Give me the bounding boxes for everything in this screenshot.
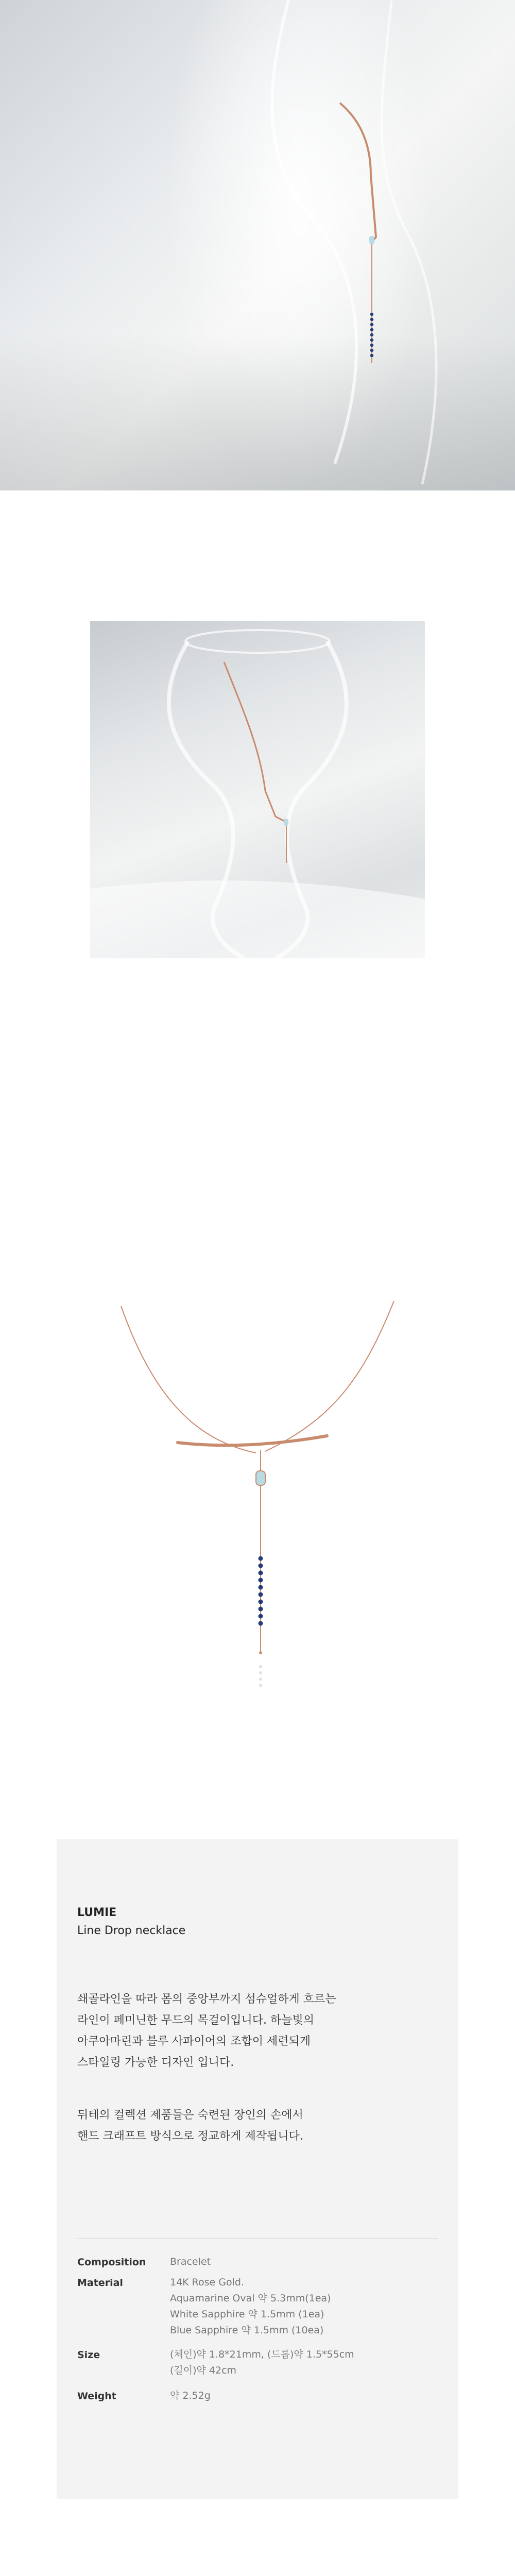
composition-value: Bracelet (170, 2256, 211, 2267)
size-label: Size (77, 2349, 100, 2361)
info-panel (57, 1839, 458, 2499)
material-value: 14K Rose Gold. Aquamarine Oval 약 5.3mm(1ea) White Sapphire 약 1.5mm (1ea) Blue Sapphire 약 1.5mm (10ea) (170, 2277, 331, 2336)
description-line: 뒤테의 컬렉션 제품들은 숙련된 장인의 손에서 (77, 2109, 303, 2122)
weight-value: 약 2.52g (170, 2390, 211, 2401)
size-value: (체인)약 1.8*21mm, (드롭)약 1.5*55cm (길이)약 42cm (170, 2349, 354, 2376)
description-line: 쇄골라인을 따라 몸의 중앙부까지 섬슈얼하게 흐르는 (77, 1993, 336, 2006)
weight-label: Weight (77, 2391, 116, 2402)
glass-photo (90, 621, 425, 958)
composition-label: Composition (77, 2257, 146, 2268)
product-photo (90, 1224, 425, 1741)
hero-glass-necklace-image (0, 0, 515, 490)
description-line: 아쿠아마린과 블루 사파이어의 조합이 세련되게 (77, 2035, 311, 2048)
craft-description (77, 2105, 433, 2147)
hero-photo (0, 0, 515, 490)
brand-name: LUMIE (77, 1906, 117, 1919)
glass-necklace-image (90, 621, 425, 958)
product-name: Line Drop necklace (77, 1924, 186, 1937)
material-label: Material (77, 2277, 123, 2289)
description-line: 핸드 크래프트 방식으로 정교하게 제작됩니다. (77, 2130, 303, 2143)
description-line: 스타일링 가능한 디자인 입니다. (77, 2056, 234, 2069)
product-description (77, 1989, 433, 2073)
description-line: 라인이 페미닌한 무드의 목걸이입니다. 하늘빛의 (77, 2014, 315, 2027)
necklace-image (90, 1224, 425, 1741)
